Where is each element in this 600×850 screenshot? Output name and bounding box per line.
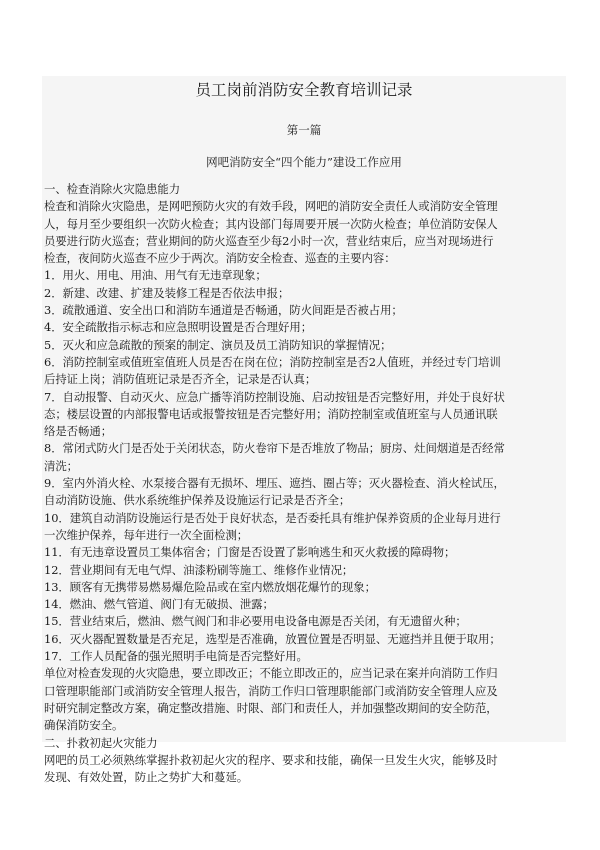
body-line: 3．疏散通道、安全出口和消防车通道是否畅通，防火间距是否被占用； — [44, 303, 403, 318]
body-line: 网吧的员工必须熟练掌握扑救初起火灾的程序、要求和技能，确保一旦发生火灾，能够及时 — [44, 752, 498, 767]
body-line: 一次维护保养，每年进行一次全面检测； — [44, 527, 249, 542]
body-line: 发现、有效处置，防止之势扩大和蔓延。 — [44, 770, 249, 785]
body-line: 一、检查消除火灾隐患能力 — [44, 182, 181, 196]
body-line: 6．消防控制室或值班室值班人员是否在岗在位；消防控制室是否2人值班，并经过专门培训 — [44, 354, 501, 369]
document-title: 员工岗前消防安全教育培训记录 — [195, 81, 413, 99]
body-line: 口管理职能部门或消防安全管理人报告，消防工作归口管理职能部门或消防安全管理人应及 — [44, 683, 498, 698]
body-line: 8．常闭式防火门是否处于关闭状态，防火卷帘下是否堆放了物品；厨房、灶间烟道是否经常 — [44, 441, 505, 456]
body-line: 12．营业期间有无电气焊、油漆粉刷等施工、维修作业情况； — [44, 562, 354, 577]
body-line: 络是否畅通； — [44, 424, 113, 439]
document-subtitle: 第一篇 — [286, 123, 322, 137]
body-line: 检查和消除火灾隐患，是网吧预防火灾的有效手段，网吧的消防安全责任人或消防安全管理 — [44, 199, 498, 214]
document-page — [42, 76, 566, 785]
body-line: 清洗； — [44, 458, 79, 473]
body-line: 4．安全疏散指示标志和应急照明设置是否合理好用； — [44, 320, 313, 335]
body-line: 17．工作人员配备的强光照明手电筒是否完整好用。 — [44, 649, 308, 664]
body-line: 11．有无违章设置员工集体宿舍；门窗是否设置了影响逃生和灭火救援的障碍物； — [44, 545, 456, 560]
body-line: 时研究制定整改方案，确定整改措施、时限、部门和责任人，并加强整改期间的安全防范， — [44, 700, 498, 715]
document-body — [44, 181, 564, 786]
body-line: 5．灭火和应急疏散的预案的制定、演员及员工消防知识的掌握情况； — [44, 337, 392, 352]
body-line: 1．用火、用电、用油、用气有无违章现象； — [44, 268, 267, 283]
body-line: 自动消防设施、供水系统维护保养及设施运行记录是否齐全； — [44, 493, 351, 508]
body-line: 态；楼层设置的内部报警电话或报警按钮是否完整好用；消防控制室或值班室与人员通讯联 — [44, 406, 498, 421]
body-line: 14．燃油、燃气管道、阀门有无破损、泄露； — [44, 597, 274, 612]
body-line: 7．自动报警、自动灭火、应急广播等消防控制设施、启动按钮是否完整好用，并处于良好状 — [44, 389, 505, 404]
body-line: 检查，夜间防火巡查不应少于两次。消防安全检查、巡查的主要内容： — [44, 251, 396, 266]
body-line: 9．室内外消火栓、水泵接合器有无损坏、埋压、遮挡、圈占等；灭火器检查、消火栓试压， — [44, 476, 505, 491]
body-line: 10．建筑自动消防设施运行是否处于良好状态，是否委托具有维护保养资质的企业每月进行 — [44, 510, 501, 525]
body-line: 15．营业结束后，燃油、燃气阀门和非必要用电设备电源是否关闭，有无遗留火种； — [44, 614, 467, 629]
body-line: 16．灭火器配置数量是否充足，选型是否准确，放置位置是否明显、无遮挡并且便于取用； — [44, 631, 501, 646]
body-line: 人，每月至少要组织一次防火检查；其内设部门每周要开展一次防火检查；单位消防安保人 — [44, 216, 498, 231]
body-line: 员要进行防火巡查；营业期间的防火巡查至少每2小时一次，营业结束后，应当对现场进行 — [44, 233, 494, 248]
body-line: 确保消防安全。 — [44, 718, 124, 733]
body-line: 单位对检查发现的火灾隐患，要立即改正；不能立即改正的，应当记录在案并向消防工作归 — [44, 666, 498, 681]
section-heading: 网吧消防安全“四个能力”建设工作应用 — [206, 155, 402, 169]
body-line: 13．顾客有无携带易燃易爆危险品或在室内燃放烟花爆竹的现象； — [44, 579, 376, 594]
body-line: 后持证上岗；消防值班记录是否齐全，记录是否认真； — [44, 372, 317, 387]
body-line: 二、扑救初起火灾能力 — [44, 735, 158, 750]
body-line: 2．新建、改建、扩建及装修工程是否依法申报； — [44, 285, 290, 300]
